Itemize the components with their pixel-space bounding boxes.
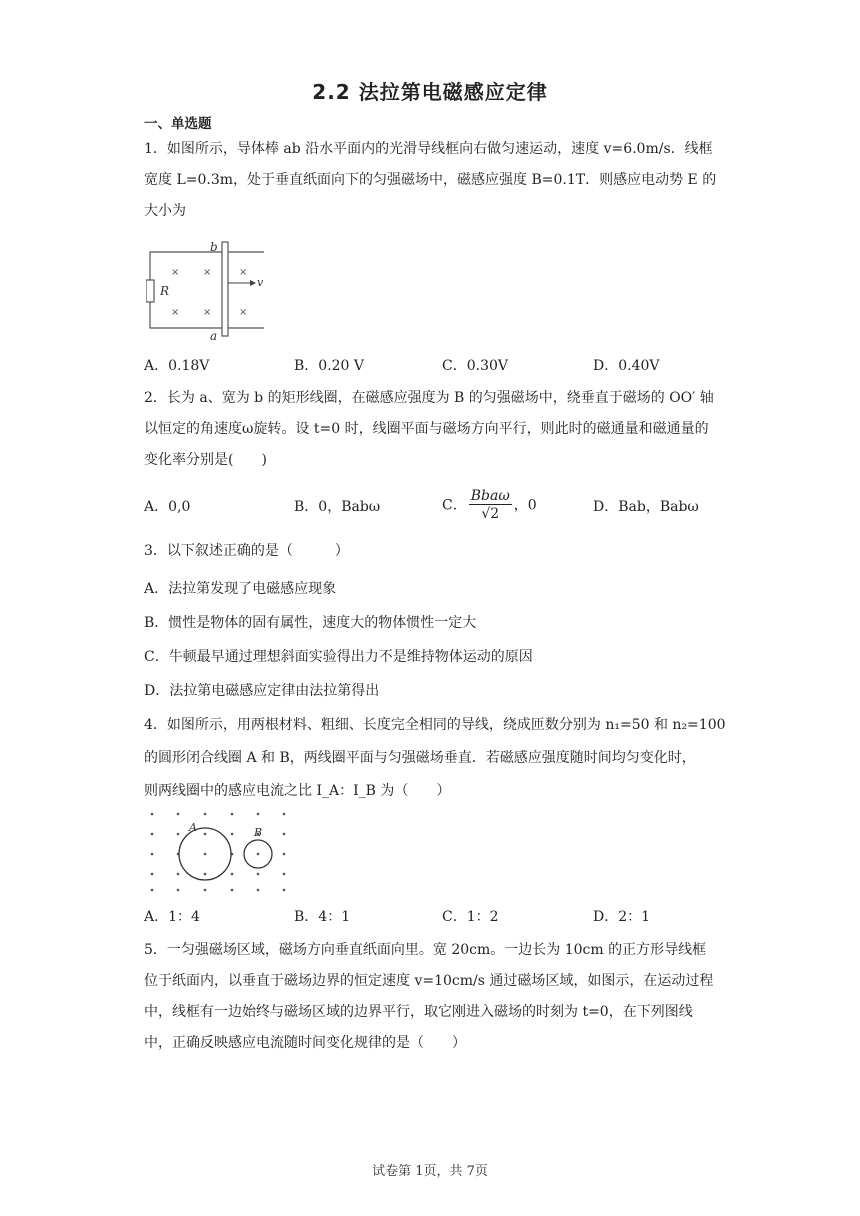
field-dot bbox=[257, 873, 260, 876]
option-a[interactable]: A．法拉第发现了电磁感应现象 bbox=[144, 581, 337, 597]
field-dot bbox=[204, 873, 207, 876]
fraction-denominator: √2 bbox=[481, 506, 500, 522]
field-dot bbox=[283, 889, 286, 892]
field-dot bbox=[151, 853, 154, 856]
field-dot bbox=[283, 853, 286, 856]
field-dot bbox=[204, 813, 207, 816]
option-b[interactable]: B．0，Babω bbox=[294, 499, 381, 515]
field-dot bbox=[151, 813, 154, 816]
question-1-text: 1．如图所示，导体棒 ab 沿水平面内的光滑导线框向右做匀速运动，速度 v=6.0m/s．线框宽度 L=0.3m，处于垂直纸面向下的匀强磁场中，磁感应强度 B=0.1T．则感应电动势 E 的大小为 bbox=[144, 141, 717, 219]
field-dot bbox=[204, 889, 207, 892]
option-c-fraction bbox=[469, 488, 512, 523]
velocity-arrowhead bbox=[250, 280, 256, 286]
page-title: 2.2 法拉第电磁感应定律 bbox=[312, 80, 548, 104]
resistor bbox=[146, 280, 154, 302]
resistor-label: R bbox=[160, 284, 170, 298]
option-a[interactable]: A．0.18V bbox=[144, 358, 210, 374]
option-b[interactable]: B．0.20 V bbox=[294, 358, 365, 374]
field-dot bbox=[283, 813, 286, 816]
conductor-rod bbox=[222, 242, 228, 336]
field-dot bbox=[231, 873, 234, 876]
field-dot bbox=[177, 813, 180, 816]
rod-label-b: b bbox=[210, 240, 218, 254]
field-dot bbox=[177, 833, 180, 836]
field-dot bbox=[231, 889, 234, 892]
field-cross: × bbox=[171, 267, 180, 278]
section-heading: 一、单选题 bbox=[144, 116, 212, 132]
field-dot bbox=[151, 889, 154, 892]
option-a[interactable]: A．0,0 bbox=[144, 499, 191, 515]
coil-a-label: A bbox=[189, 821, 197, 834]
question-3-text: 3．以下叙述正确的是（ ） bbox=[144, 543, 349, 559]
field-dot bbox=[283, 833, 286, 836]
field-dot bbox=[151, 873, 154, 876]
field-cross: × bbox=[239, 307, 248, 318]
option-d[interactable]: D．Bab，Babω bbox=[593, 499, 699, 515]
magnetic-field-dots bbox=[151, 813, 286, 892]
question-4-figure bbox=[146, 808, 296, 896]
option-c[interactable] bbox=[442, 488, 537, 523]
fraction-numerator: Bbaω bbox=[470, 488, 510, 504]
question-2-options bbox=[144, 488, 724, 522]
option-c-prefix: C． bbox=[442, 497, 467, 514]
field-dot bbox=[283, 873, 286, 876]
question-5-text: 5．一匀强磁场区域，磁场方向垂直纸面向里。宽 20cm。一边长为 10cm 的正方形导线框位于纸面内，以垂直于磁场边界的恒定速度 v=10cm/s 通过磁场区域，如图示，在运动过程中，线框有一边始终与磁场区域的边界平行，取它刚进入磁场的时刻为 t=0，在下列图线中，正确反映感应电流随时间变化规律的是（ ） bbox=[144, 942, 714, 1051]
option-d[interactable]: D．0.40V bbox=[593, 358, 660, 374]
question-1-options bbox=[144, 355, 724, 377]
question-4-line-1: 4．如图所示，用两根材料、粗细、长度完全相同的导线，绕成匝数分别为 n₁=50 和 n₂=100 bbox=[144, 717, 726, 733]
option-b[interactable]: B．惯性是物体的固有属性，速度大的物体惯性一定大 bbox=[144, 615, 477, 631]
option-c-suffix: ，0 bbox=[513, 497, 537, 514]
option-c[interactable]: C．牛顿最早通过理想斜面实验得出力不是维持物体运动的原因 bbox=[144, 649, 533, 665]
field-dot bbox=[204, 853, 207, 856]
field-cross: × bbox=[203, 307, 212, 318]
field-dot bbox=[151, 833, 154, 836]
field-dot bbox=[257, 853, 260, 856]
field-dot bbox=[231, 833, 234, 836]
field-dot bbox=[177, 889, 180, 892]
page-footer: 试卷第 1页，共 7页 bbox=[372, 1164, 488, 1179]
question-4-options bbox=[144, 906, 724, 928]
option-b[interactable]: B．4：1 bbox=[294, 909, 351, 925]
coil-b-label: B bbox=[254, 826, 263, 839]
question-1-figure bbox=[146, 240, 270, 344]
field-cross: × bbox=[239, 267, 248, 278]
option-d[interactable]: D．2：1 bbox=[593, 909, 651, 925]
velocity-label: v bbox=[257, 276, 264, 289]
field-dot bbox=[177, 873, 180, 876]
question-4-line-3: 则两线圈中的感应电流之比 I_A：I_B 为（ ） bbox=[144, 783, 451, 799]
field-cross: × bbox=[203, 267, 212, 278]
field-dot bbox=[257, 889, 260, 892]
option-a[interactable]: A．1：4 bbox=[144, 909, 200, 925]
field-dot bbox=[204, 833, 207, 836]
rod-label-a: a bbox=[210, 329, 218, 343]
option-c[interactable]: C．1：2 bbox=[442, 909, 499, 925]
field-dot bbox=[231, 813, 234, 816]
field-dot bbox=[257, 813, 260, 816]
option-d[interactable]: D．法拉第电磁感应定律由法拉第得出 bbox=[144, 683, 380, 699]
question-4-line-2: 的圆形闭合线圈 A 和 B，两线圈平面与匀强磁场垂直．若磁感应强度随时间均匀变化时， bbox=[144, 750, 696, 766]
option-c[interactable]: C．0.30V bbox=[442, 358, 508, 374]
field-cross: × bbox=[171, 307, 180, 318]
question-2-text: 2．长为 a、宽为 b 的矩形线圈，在磁感应强度为 B 的匀强磁场中，绕垂直于磁场的 OO′ 轴以恒定的角速度ω旋转。设 t=0 时，线圈平面与磁场方向平行，则此时的磁通量和磁通量的变化率分别是( ) bbox=[144, 390, 714, 468]
